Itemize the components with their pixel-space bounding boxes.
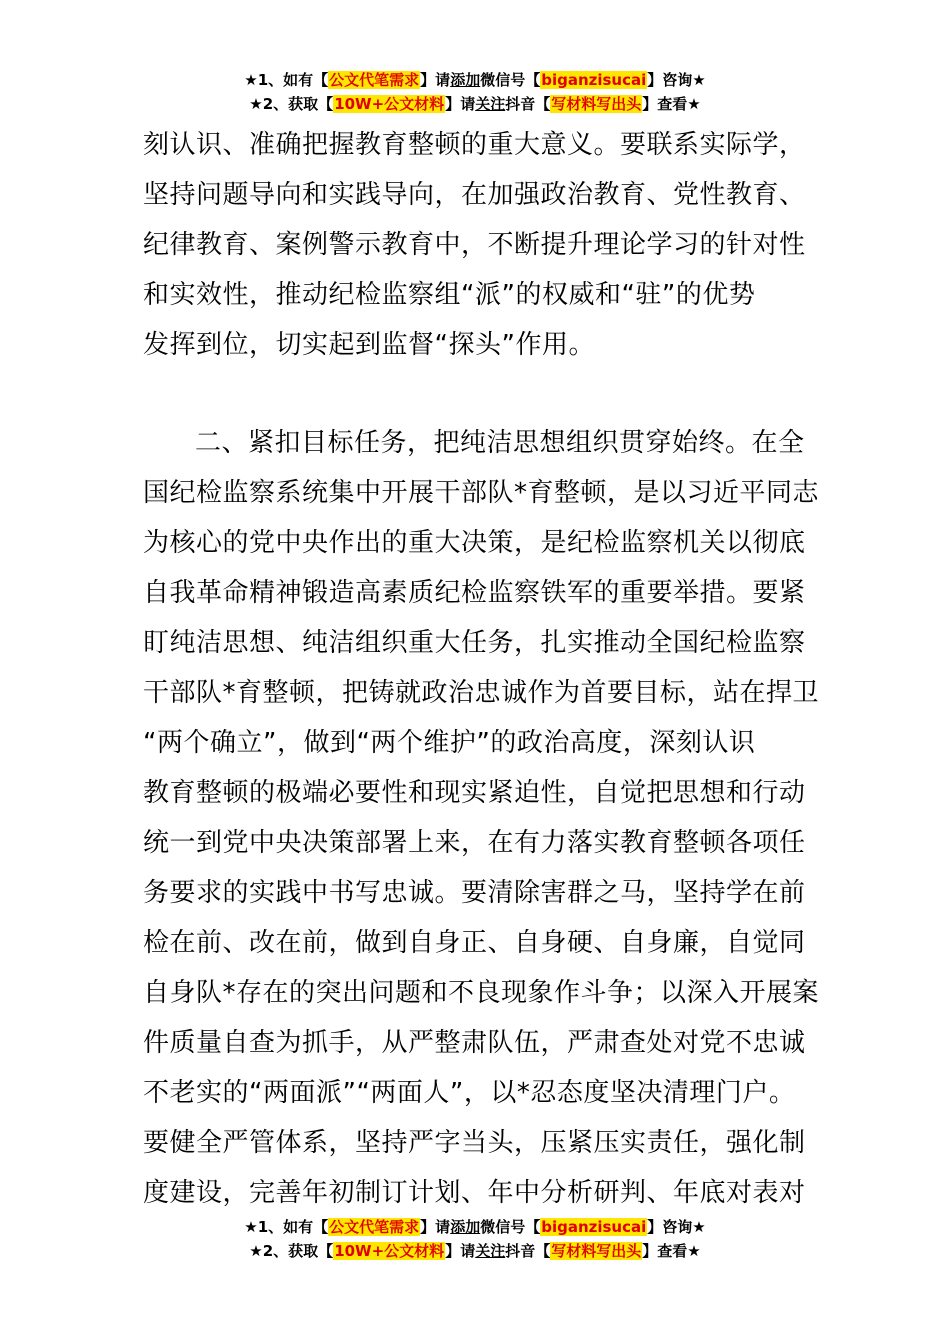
text-line: 务要求的实践中书写忠诚。要清除害群之马，坚持学在前 [143, 878, 806, 908]
paragraph-section-two [143, 418, 823, 1218]
promo-line-1 [0, 1215, 950, 1239]
promo-highlight: 公文代笔需求 [329, 1218, 420, 1236]
promo-text: 微信号【 [480, 71, 541, 89]
text-line: 不老实的“两面派”“两面人”，以*忍态度坚决清理门户。 [143, 1078, 796, 1108]
promo-text: 】请 [445, 95, 476, 113]
text-line: 件质量自查为抓手，从严整肃队伍，严肃查处对党不忠诚 [143, 1028, 806, 1058]
text-line: 发挥到位，切实起到监督“探头”作用。 [143, 330, 595, 360]
promo-highlight: biganzisucai [541, 71, 647, 89]
promo-highlight: 10W+公文材料 [334, 95, 445, 113]
promo-text: 】查看★ [642, 95, 701, 113]
promo-text: 】请 [445, 1242, 476, 1260]
promo-text: 】请 [420, 1218, 451, 1236]
text-line: 为核心的党中央作出的重大决策，是纪检监察机关以彻底 [143, 528, 806, 558]
promo-text: 】查看★ [642, 1242, 701, 1260]
text-line: 自我革命精神锻造高素质纪检监察铁军的重要举措。要紧 [143, 578, 806, 608]
promo-text: ★1、如有【 [244, 71, 329, 89]
text-line: 要健全严管体系，坚持严字当头，压紧压实责任，强化制 [143, 1128, 806, 1158]
promo-text: 】咨询★ [647, 71, 706, 89]
promo-line-2 [0, 92, 950, 116]
promo-text: 抖音【 [505, 1242, 551, 1260]
promo-underlined: 添加 [450, 1218, 481, 1236]
promo-text: 微信号【 [480, 1218, 541, 1236]
text-line: 度建设，完善年初制订计划、年中分析研判、年底对表对 [143, 1178, 806, 1208]
promo-underlined: 关注 [475, 1242, 506, 1260]
promo-line-1 [0, 68, 950, 92]
text-line: “两个确立”，做到“两个维护”的政治高度，深刻认识 [143, 728, 756, 758]
text-line: 盯纯洁思想、纯洁组织重大任务，扎实推动全国纪检监察 [143, 628, 806, 658]
text-line: 干部队*育整顿，把铸就政治忠诚作为首要目标，站在捍卫 [143, 678, 820, 708]
promo-text: ★2、获取【 [249, 95, 334, 113]
text-line: 纪律教育、案例警示教育中，不断提升理论学习的针对性 [143, 230, 806, 260]
promo-text: ★1、如有【 [244, 1218, 329, 1236]
promo-highlight: 写材料写出头 [551, 95, 642, 113]
text-line: 和实效性，推动纪检监察组“派”的权威和“驻”的优势 [143, 280, 756, 310]
promo-text: ★2、获取【 [249, 1242, 334, 1260]
paragraph-continued [143, 120, 823, 370]
promo-text: 】请 [420, 71, 451, 89]
promo-text: 】咨询★ [647, 1218, 706, 1236]
text-line: 国纪检监察系统集中开展干部队*育整顿，是以习近平同志 [143, 478, 820, 508]
promo-underlined: 添加 [450, 71, 481, 89]
promo-banner-bottom [0, 1215, 950, 1263]
promo-banner-top [0, 68, 950, 116]
promo-text: 抖音【 [505, 95, 551, 113]
text-line: 坚持问题导向和实践导向，在加强政治教育、党性教育、 [143, 180, 806, 210]
promo-highlight: 公文代笔需求 [329, 71, 420, 89]
text-line: 刻认识、准确把握教育整顿的重大意义。要联系实际学， [143, 130, 806, 160]
promo-underlined: 关注 [475, 95, 506, 113]
text-line: 二、紧扣目标任务，把纯洁思想组织贯穿始终。在全 [195, 428, 805, 458]
promo-highlight: biganzisucai [541, 1218, 647, 1236]
text-line: 统一到党中央决策部署上来，在有力落实教育整顿各项任 [143, 828, 806, 858]
promo-line-2 [0, 1239, 950, 1263]
text-line: 检在前、改在前，做到自身正、自身硬、自身廉，自觉同 [143, 928, 806, 958]
text-line: 教育整顿的极端必要性和现实紧迫性，自觉把思想和行动 [143, 778, 806, 808]
text-line: 自身队*存在的突出问题和不良现象作斗争；以深入开展案 [143, 978, 820, 1008]
promo-highlight: 10W+公文材料 [334, 1242, 445, 1260]
promo-highlight: 写材料写出头 [551, 1242, 642, 1260]
